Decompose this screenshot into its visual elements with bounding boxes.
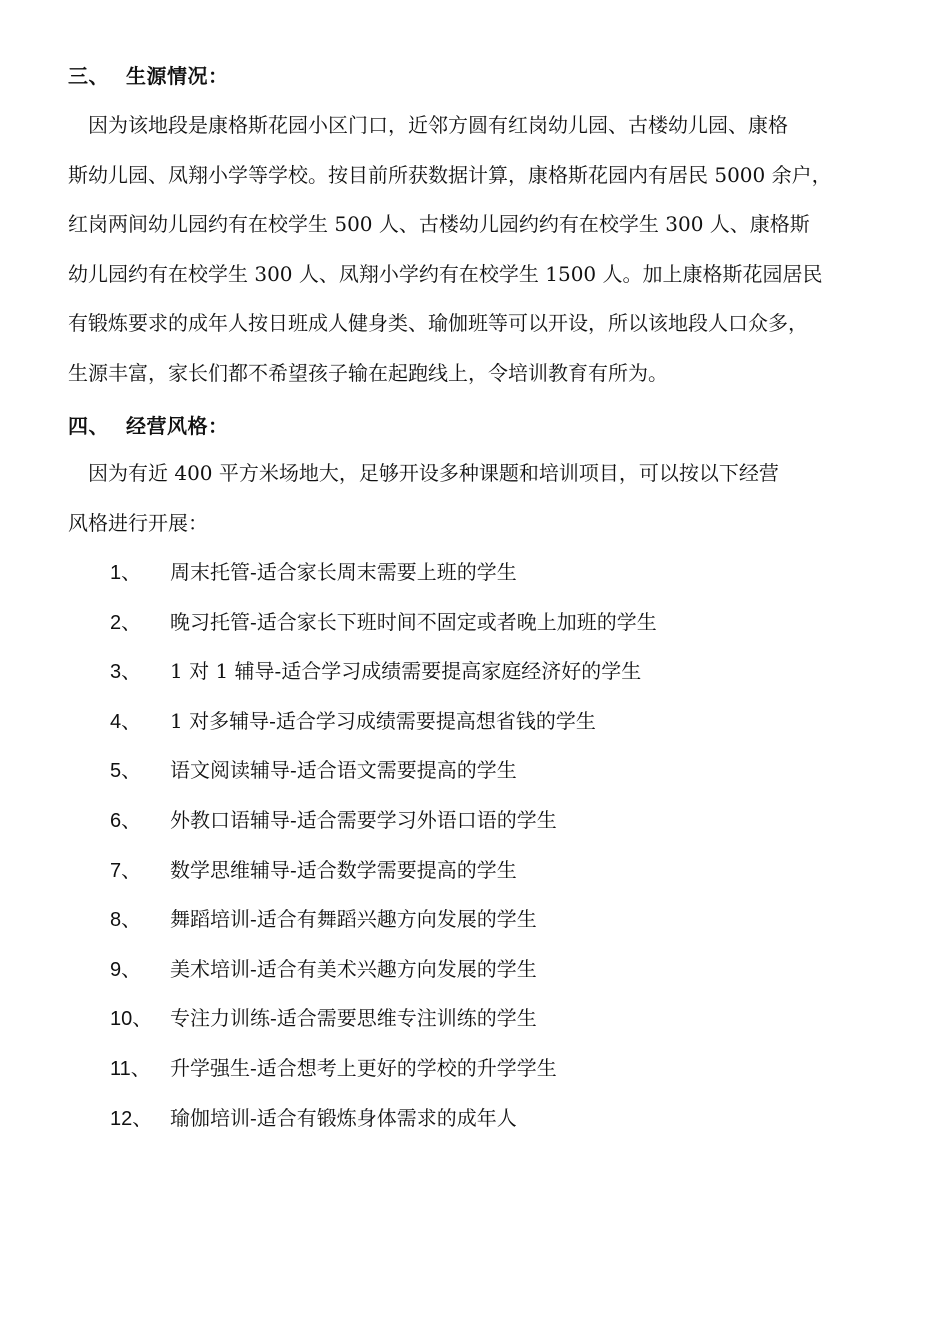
list-item-text: 外教口语辅导-适合需要学习外语口语的学生 [170,807,557,832]
list-item [110,697,657,747]
paragraph-line: 斯幼儿园、凤翔小学等学校。按目前所获数据计算，康格斯花园内有居民 5000 余户， [68,162,832,187]
list-item-text: 数学思维辅导-适合数学需要提高的学生 [170,857,517,882]
list-item-text: 美术培训-适合有美术兴趣方向发展的学生 [170,956,537,981]
list-item [110,1094,657,1144]
list-item-text: 1 对 1 辅导-适合学习成绩需要提高家庭经济好的学生 [170,659,642,684]
list-item-text: 舞蹈培训-适合有舞蹈兴趣方向发展的学生 [170,907,537,932]
list-item-index: 4、 [110,710,142,733]
list-item [110,796,657,846]
list-item-index: 11、 [110,1057,151,1080]
list-item [110,647,657,697]
list-item-text: 语文阅读辅导-适合语文需要提高的学生 [170,758,517,783]
list-item-index: 7、 [110,859,142,882]
business-style-list [110,548,657,1143]
list-item [110,746,657,796]
list-item-text: 晚习托管-适合家长下班时间不固定或者晚上加班的学生 [170,609,657,634]
list-item-index: 6、 [110,809,142,832]
list-item-text: 升学强生-适合想考上更好的学校的升学学生 [170,1055,557,1080]
list-item [110,945,657,995]
section-3-paragraph [68,101,888,399]
section-heading-4 [68,410,229,439]
paragraph-line: 风格进行开展： [68,510,208,535]
list-item [110,994,657,1044]
list-item-index: 10、 [110,1008,153,1031]
list-item-index: 5、 [110,760,142,783]
section-4-paragraph [68,449,888,548]
section-heading-3 [68,60,229,89]
section-title: 生源情况： [126,64,229,88]
paragraph-line: 因为该地段是康格斯花园小区门口，近邻方圆有红岗幼儿园、古楼幼儿园、康格 [68,113,788,137]
list-item-index: 12、 [110,1107,153,1130]
list-item-text: 1 对多辅导-适合学习成绩需要提高想省钱的学生 [170,708,596,733]
list-item-index: 9、 [110,958,142,981]
list-item-index: 1、 [110,562,142,584]
paragraph-line: 幼儿园约有在校学生 300 人、凤翔小学约有在校学生 1500 人。加上康格斯花园居民 [68,261,823,286]
list-item-index: 3、 [110,661,142,684]
list-item-text: 瑜伽培训-适合有锻炼身体需求的成年人 [170,1105,517,1130]
paragraph-line: 红岗两间幼儿园约有在校学生 500 人、古楼幼儿园约约有在校学生 300 人、康格斯 [68,212,810,237]
list-item [110,846,657,896]
list-item [110,1044,657,1094]
list-item [110,598,657,648]
paragraph-line: 有锻炼要求的成年人按日班成人健身类、瑜伽班等可以开设，所以该地段人口众多， [68,311,808,336]
list-item-index: 2、 [110,611,142,634]
section-title: 经营风格： [126,414,229,438]
paragraph-line: 生源丰富，家长们都不希望孩子输在起跑线上，令培训教育有所为。 [68,360,668,385]
list-item-index: 8、 [110,909,142,932]
list-item [110,548,657,598]
section-number: 三、 [68,64,109,88]
list-item-text: 周末托管-适合家长周末需要上班的学生 [170,560,517,584]
list-item-text: 专注力训练-适合需要思维专注训练的学生 [170,1006,537,1031]
paragraph-line: 因为有近 400 平方米场地大，足够开设多种课题和培训项目，可以按以下经营 [68,461,779,485]
list-item [110,895,657,945]
section-number: 四、 [68,414,109,438]
